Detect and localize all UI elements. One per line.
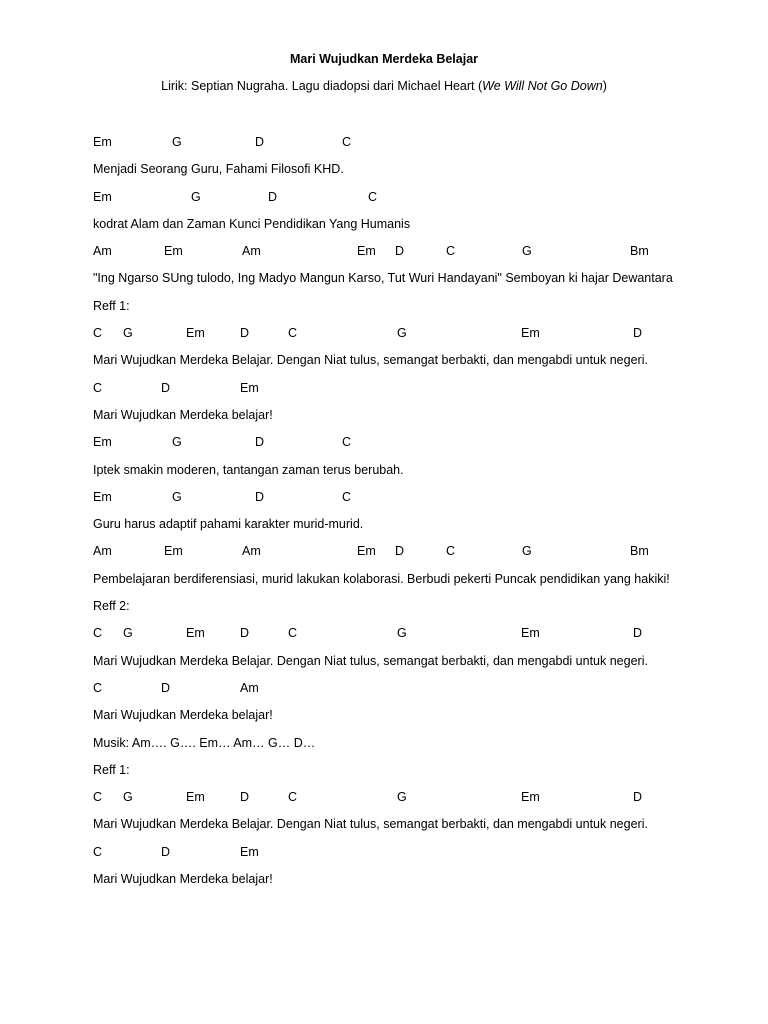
chord-line: [93, 625, 733, 652]
chord: Em: [164, 544, 183, 559]
lyric-line: kodrat Alam dan Zaman Kunci Pendidikan Yang Humanis: [93, 216, 411, 231]
chord: Em: [357, 544, 376, 559]
chord: C: [342, 435, 352, 450]
chord: D: [633, 790, 643, 805]
chord: Am: [242, 544, 261, 559]
chord: Em: [521, 626, 540, 641]
chord: Em: [521, 790, 540, 805]
chord: Em: [186, 790, 205, 805]
chord: D: [161, 844, 171, 859]
chord: Em: [186, 626, 205, 641]
chord-line: [93, 134, 733, 161]
chord: Bm: [630, 544, 649, 559]
lyric-line: Guru harus adaptif pahami karakter murid-murid.: [93, 517, 364, 532]
chord-line: [93, 680, 733, 707]
chord: C: [93, 380, 103, 395]
chord: C: [93, 680, 103, 695]
chord: Am: [93, 544, 112, 559]
chord: G: [172, 435, 182, 450]
lyric-line: Mari Wujudkan Merdeka belajar!: [93, 708, 273, 723]
chord: C: [93, 790, 103, 805]
chord: Em: [240, 380, 259, 395]
chord: G: [397, 790, 407, 805]
lyric-line: Mari Wujudkan Merdeka Belajar. Dengan Niat tulus, semangat berbakti, dan mengabdi untuk negeri.: [93, 353, 648, 368]
lyric-line: Reff 1:: [93, 298, 130, 313]
chord: Em: [521, 326, 540, 341]
chord: G: [123, 626, 133, 641]
credits-closing: ): [602, 79, 607, 93]
chord: Bm: [630, 244, 649, 259]
chord: D: [395, 544, 405, 559]
chord: G: [522, 544, 532, 559]
chord: C: [288, 626, 298, 641]
chord: D: [633, 626, 643, 641]
chord: C: [342, 135, 352, 149]
chord: G: [123, 326, 133, 341]
chord: C: [93, 844, 103, 859]
lyric-line: Reff 2:: [93, 599, 130, 614]
original-song-title: We Will Not Go Down: [482, 79, 603, 93]
chord-line: [93, 189, 733, 216]
chord: C: [342, 489, 352, 504]
chord: D: [161, 680, 171, 695]
chord: Em: [186, 326, 205, 341]
chord: C: [93, 626, 103, 641]
chord: D: [240, 790, 250, 805]
chord: Em: [240, 844, 259, 859]
chord-line: [93, 489, 733, 516]
chord-line: [93, 380, 733, 407]
chord: Em: [93, 435, 112, 450]
chord: D: [240, 326, 250, 341]
lyric-line: Reff 1:: [93, 762, 130, 777]
chord: Em: [164, 244, 183, 259]
chord: D: [395, 244, 405, 259]
chord: G: [191, 189, 201, 204]
chord: C: [368, 189, 378, 204]
chord: C: [288, 326, 298, 341]
chord: G: [397, 626, 407, 641]
chord-line: [93, 325, 733, 352]
chord: G: [397, 326, 407, 341]
chord: D: [161, 380, 171, 395]
chord: D: [633, 326, 643, 341]
chord: D: [255, 435, 265, 450]
chord: Em: [357, 244, 376, 259]
chord: D: [268, 189, 278, 204]
chord: C: [93, 326, 103, 341]
credits-text: Lirik: Septian Nugraha. Lagu diadopsi dari Michael Heart (: [161, 79, 483, 93]
chord: C: [288, 790, 298, 805]
lyric-line: Menjadi Seorang Guru, Fahami Filosofi KHD.: [93, 162, 344, 177]
chord: Am: [240, 680, 259, 695]
lyric-line: Mari Wujudkan Merdeka Belajar. Dengan Niat tulus, semangat berbakti, dan mengabdi untuk negeri.: [93, 817, 648, 832]
chord: D: [255, 135, 265, 149]
chord-line: [93, 243, 733, 270]
chord-line: [93, 789, 733, 816]
song-title: Mari Wujudkan Merdeka Belajar: [289, 52, 479, 66]
lyric-line: Mari Wujudkan Merdeka Belajar. Dengan Niat tulus, semangat berbakti, dan mengabdi untuk negeri.: [93, 653, 648, 668]
chord: Em: [93, 189, 112, 204]
chord: D: [255, 489, 265, 504]
chord: C: [446, 544, 456, 559]
chord: Em: [93, 489, 112, 504]
chord: G: [172, 489, 182, 504]
lyric-line: Musik: Am…. G…. Em… Am… G… D…: [93, 735, 316, 750]
lyric-line: Mari Wujudkan Merdeka belajar!: [93, 872, 273, 887]
chord-line: [93, 434, 733, 461]
chord: G: [522, 244, 532, 259]
chord: G: [123, 790, 133, 805]
lyric-line: Iptek smakin moderen, tantangan zaman terus berubah.: [93, 462, 404, 477]
chord: D: [240, 626, 250, 641]
chord: C: [446, 244, 456, 259]
lyric-line: Pembelajaran berdiferensiasi, murid lakukan kolaborasi. Berbudi pekerti Puncak pendidikan yang hakiki!: [93, 571, 670, 586]
chord: Am: [242, 244, 261, 259]
chord-line: [93, 844, 733, 871]
chord: Am: [93, 244, 112, 259]
lyric-line: Mari Wujudkan Merdeka belajar!: [93, 407, 273, 422]
chord: Em: [93, 135, 112, 149]
lyric-line: "Ing Ngarso SUng tulodo, Ing Madyo Mangun Karso, Tut Wuri Handayani" Semboyan ki hajar Dewantara: [93, 271, 673, 286]
chord: G: [172, 135, 182, 149]
song-credits: [0, 79, 768, 93]
chord-line: [93, 543, 733, 570]
song-body: [93, 134, 733, 898]
